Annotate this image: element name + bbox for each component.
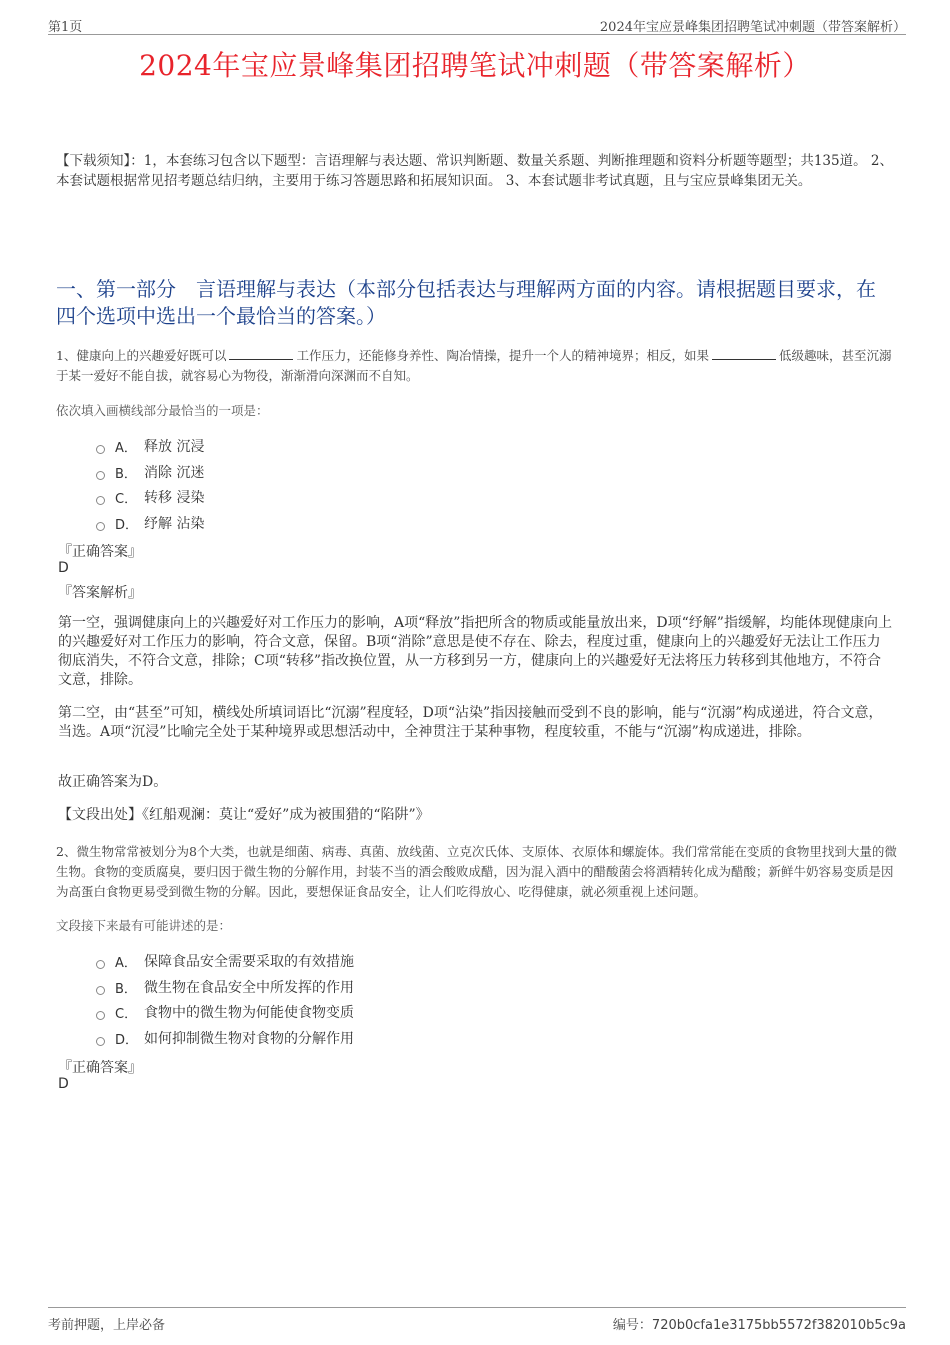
question-1-options [96,435,696,537]
analysis-label: 『答案解析』 [58,585,142,601]
answer-label: 『正确答案』 [58,1060,142,1076]
section-heading: 一、第一部分 言语理解与表达（本部分包括表达与理解两方面的内容。请根据题目要求，在四个选项中选出一个最恰当的答案。） [56,277,876,328]
radio-icon[interactable] [96,960,105,969]
download-notice: 【下载须知】：1，本套练习包含以下题型：言语理解与表达题、常识判断题、数量关系题、判断推理题和资料分析题等题型；共135道。 2、本套试题根据常见招考题总结归纳，主要用于练习答题思路和拓展知识面。 3、本套试题非考试真题，且与宝应景峰集团无关。 [56,153,893,189]
option-b[interactable]: B． 消除 沉迷 [96,461,696,487]
correct-answer: D [58,1076,69,1092]
page-header [48,14,906,35]
page-footer [48,1307,906,1332]
analysis-paragraph-1: 第一空，强调健康向上的兴趣爱好对工作压力的影响，A项“释放”指把所含的物质或能量放出来，D项“纾解”指缓解，均能体现健康向上的兴趣爱好对工作压力的影响，符合文意，保留。B项“消除”意思是使不存在、除去，程度过重，健康向上的兴趣爱好无法让工作压力彻底消失，不符合文意，排除；C项“转移”指改换位置，从一方移到另一方，健康向上的兴趣爱好无法将压力转移到其他地方，不符合文意，排除。 [58,615,892,688]
question-1-stem: 1、健康向上的兴趣爱好既可以 工作压力，还能修身养性、陶冶情操，提升一个人的精神境界；相反，如果 低级趣味，甚至沉溺于某一爱好不能自拔，就容易心为物役，渐渐滑向深渊而不自知。 [56,348,892,383]
correct-answer: D [58,560,69,576]
question-2-options [96,950,696,1052]
option-d[interactable]: D． 如何抑制微生物对食物的分解作用 [96,1027,696,1053]
fill-blank-1 [229,347,293,360]
question-2-instruction: 文段接下来最有可能讲述的是： [56,918,232,933]
option-b[interactable]: B． 微生物在食品安全中所发挥的作用 [96,976,696,1002]
footer-slogan: 考前押题，上岸必备 [48,1318,166,1333]
radio-icon[interactable] [96,496,105,505]
question-2-stem: 2、微生物常常被划分为8个大类，也就是细菌、病毒、真菌、放线菌、立克次氏体、支原体、衣原体和螺旋体。我们常常能在变质的食物里找到大量的微生物。食物的变质腐臭，要归因于微生物的分解作用，封装不当的酒会酸败成醋，因为混入酒中的醋酸菌会将酒精转化成为醋酸；新鲜牛奶容易变质是因为高蛋白食物更易受到微生物的分解。因此，要想保证食品安全，让人们吃得放心、吃得健康，就必须重视上述问题。 [56,844,897,899]
text-source: 【文段出处】《红船观澜：莫让“爱好”成为被围猎的“陷阱”》 [58,807,430,823]
option-a[interactable]: A． 释放 沉浸 [96,435,696,461]
radio-icon[interactable] [96,1037,105,1046]
radio-icon[interactable] [96,445,105,454]
answer-label: 『正确答案』 [58,544,142,560]
question-1-instruction: 依次填入画横线部分最恰当的一项是： [56,403,269,418]
radio-icon[interactable] [96,1011,105,1020]
option-a[interactable]: A． 保障食品安全需要采取的有效措施 [96,950,696,976]
header-doc-title: 2024年宝应景峰集团招聘笔试冲刺题（带答案解析） [599,20,906,35]
option-c[interactable]: C． 食物中的微生物为何能使食物变质 [96,1001,696,1027]
analysis-conclusion: 故正确答案为D。 [58,774,168,790]
fill-blank-2 [712,347,776,360]
option-d[interactable]: D． 纾解 沾染 [96,512,696,538]
option-c[interactable]: C． 转移 浸染 [96,486,696,512]
document-code: 编号：720b0cfa1e3175bb5572f382010b5c9a [612,1318,906,1333]
analysis-paragraph-2: 第二空，由“甚至”可知，横线处所填词语比“沉溺”程度轻，D项“沾染”指因接触而受到不良的影响，能与“沉溺”构成递进，符合文意，当选。A项“沉浸”比喻完全处于某种境界或思想活动中，全神贯注于某种事物，程度较重，不能与“沉溺”构成递进，排除。 [58,705,883,740]
radio-icon[interactable] [96,522,105,531]
radio-icon[interactable] [96,471,105,480]
page-number: 第1页 [48,20,83,35]
radio-icon[interactable] [96,986,105,995]
document-title: 2024年宝应景峰集团招聘笔试冲刺题（带答案解析） [139,49,811,82]
